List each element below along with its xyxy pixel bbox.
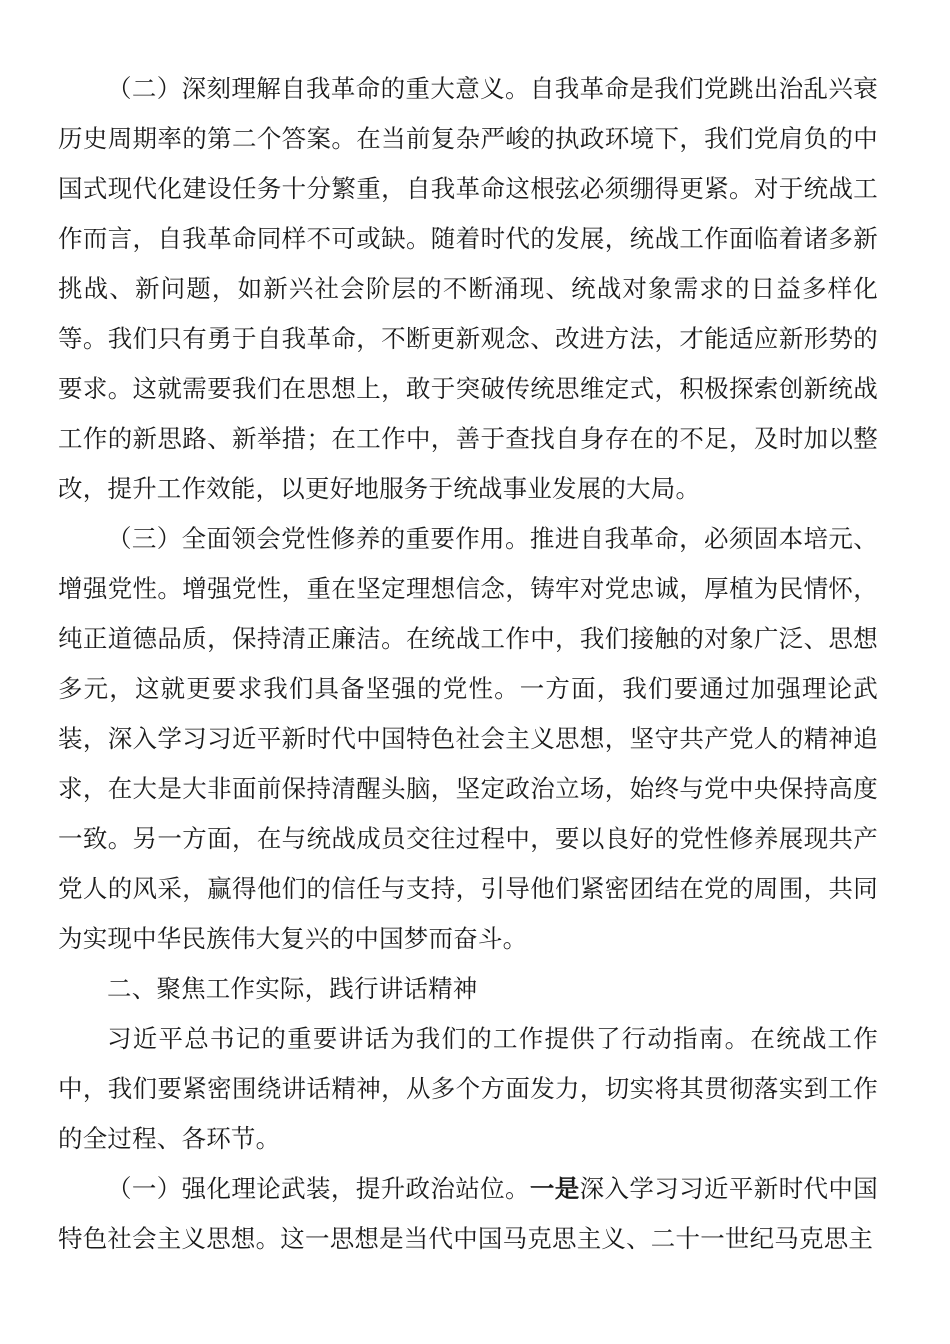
paragraph-lead-text: （一）强化理论武装，提升政治站位。 <box>107 1174 530 1203</box>
paragraph-significance-of-self-revolution: （二）深刻理解自我革命的重大意义。自我革命是我们党跳出治乱兴衰历史周期率的第二个答案。在当前复杂严峻的执政环境下，我们党肩负的中国式现代化建设任务十分繁重，自我革命这根弦必须绷得更紧。对于统战工作而言，自我革命同样不可或缺。随着时代的发展，统战工作面临着诸多新挑战、新问题，如新兴社会阶层的不断涌现、统战对象需求的日益多样化等。我们只有勇于自我革命，不断更新观念、改进方法，才能适应新形势的要求。这就需要我们在思想上，敢于突破传统思维定式，积极探索创新统战工作的新思路、新举措；在工作中，善于查找自身存在的不足，及时加以整改，提升工作效能，以更好地服务于统战事业发展的大局。 <box>58 74 878 503</box>
paragraph-theory-armament <box>58 1164 878 1264</box>
paragraph-party-spirit-cultivation: （三）全面领会党性修养的重要作用。推进自我革命，必须固本培元、增强党性。增强党性，重在坚定理想信念，铸牢对党忠诚，厚植为民情怀，纯正道德品质，保持清正廉洁。在统战工作中，我们接触的对象广泛、思想多元，这就更要求我们具备坚强的党性。一方面，我们要通过加强理论武装，深入学习习近平新时代中国特色社会主义思想，坚守共产党人的精神追求，在大是大非面前保持清醒头脑，坚定政治立场，始终与党中央保持高度一致。另一方面，在与统战成员交往过程中，要以良好的党性修养展现共产党人的风采，赢得他们的信任与支持，引导他们紧密团结在党的周围，共同为实现中华民族伟大复兴的中国梦而奋斗。 <box>58 524 878 953</box>
section-heading: 二、聚焦工作实际，践行讲话精神 <box>107 974 478 1003</box>
paragraph-body-text: 深入学习习近平新时代中国特色社会主义思想。这一思想是当代中国马克思主义、二十一世纪马克思主 <box>58 1174 879 1253</box>
bold-marker-text: 一是 <box>529 1174 580 1203</box>
document-page <box>58 64 878 1264</box>
paragraph-speech-guidance: 习近平总书记的重要讲话为我们的工作提供了行动指南。在统战工作中，我们要紧密围绕讲话精神，从多个方面发力，切实将其贯彻落实到工作的全过程、各环节。 <box>58 1024 878 1153</box>
